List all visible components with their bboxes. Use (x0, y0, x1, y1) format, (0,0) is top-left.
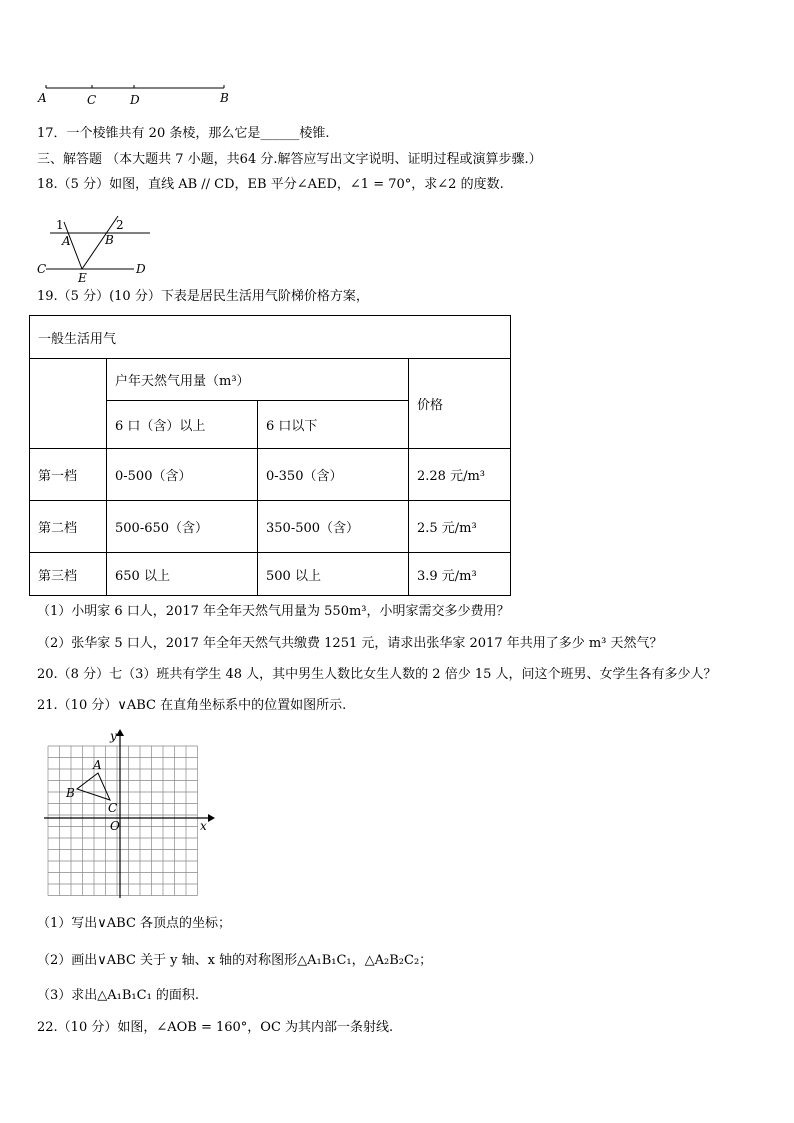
question-17: 17．一个棱锥共有 20 条棱，那么它是______棱锥. (37, 126, 330, 141)
question-19-part-2: （2）张华家 5 口人，2017 年全年天然气共缴费 1251 元，请求出张华家 2017 年共用了多少 m³ 天然气？ (37, 636, 663, 651)
usage-a-cell: 0-500（含） (107, 449, 258, 501)
section-3-heading: 三、解答题 （本大题共 7 小题，共64 分.解答应写出文字说明、证明过程或演算步骤.） (37, 152, 542, 167)
segment-figure (30, 80, 240, 110)
question-18: 18.（5 分）如图，直线 AB // CD，EB 平分∠AED，∠1 = 70°，求∠2 的度数. (37, 177, 504, 192)
usage-b-cell: 500 以上 (258, 553, 409, 596)
point-label-c: C (37, 262, 47, 276)
point-label-d: D (136, 262, 146, 276)
table-row (30, 553, 511, 596)
tier-cell: 第三档 (30, 553, 107, 596)
usage-a-cell: 650 以上 (107, 553, 258, 596)
table-corner-cell (30, 359, 107, 449)
axis-label-x: x (200, 819, 207, 833)
price-cell: 2.28 元/m³ (409, 449, 511, 501)
point-label-a: A (62, 234, 71, 248)
tier-cell: 第二档 (30, 501, 107, 553)
col-header-b: 6 口以下 (258, 401, 409, 449)
vertex-label-c: C (108, 801, 118, 815)
vertex-label-a: A (93, 758, 102, 772)
point-label-d: D (130, 93, 140, 107)
question-21-part-2: （2）画出∨ABC 关于 y 轴、x 轴的对称图形△A₁B₁C₁，△A₂B₂C₂； (37, 953, 433, 968)
usage-b-cell: 350-500（含） (258, 501, 409, 553)
table-row (30, 449, 511, 501)
coordinate-grid-figure (40, 728, 220, 898)
price-cell: 2.5 元/m³ (409, 501, 511, 553)
question-21-part-1: （1）写出∨ABC 各顶点的坐标； (37, 916, 232, 931)
question-22: 22.（10 分）如图，∠AOB = 160°，OC 为其内部一条射线. (37, 1020, 394, 1035)
table-row (30, 501, 511, 553)
usage-a-cell: 500-650（含） (107, 501, 258, 553)
question-21-part-3: （3）求出△A₁B₁C₁ 的面积. (37, 988, 200, 1003)
parallel-lines-figure (32, 212, 157, 284)
point-label-c: C (87, 93, 97, 107)
price-cell: 3.9 元/m³ (409, 553, 511, 596)
axis-label-y: y (110, 729, 117, 743)
origin-label: O (110, 819, 120, 833)
point-label-e: E (78, 271, 87, 284)
question-19-part-1: （1）小明家 6 口人，2017 年全年天然气用量为 550m³，小明家需交多少费用？ (37, 604, 510, 619)
usage-header: 户年天然气用量（m³） (107, 359, 409, 401)
table-title: 一般生活用气 (30, 316, 511, 359)
tier-cell: 第一档 (30, 449, 107, 501)
question-19: 19.（5 分）(10 分）下表是居民生活用气阶梯价格方案， (37, 289, 369, 304)
usage-b-cell: 0-350（含） (258, 449, 409, 501)
vertex-label-b: B (66, 786, 75, 800)
angle-label-1: 1 (56, 218, 64, 232)
question-21: 21.（10 分）∨ABC 在直角坐标系中的位置如图所示. (37, 698, 347, 713)
point-label-b: B (105, 233, 114, 247)
col-header-a: 6 口（含）以上 (107, 401, 258, 449)
angle-label-2: 2 (116, 218, 124, 232)
gas-price-table (29, 315, 511, 596)
point-label-a: A (38, 91, 47, 105)
question-20: 20.（8 分）七（3）班共有学生 48 人，其中男生人数比女生人数的 2 倍少 15 人，问这个班男、女学生各有多少人？ (37, 667, 717, 682)
price-header: 价格 (409, 359, 511, 449)
point-label-b: B (220, 91, 229, 105)
